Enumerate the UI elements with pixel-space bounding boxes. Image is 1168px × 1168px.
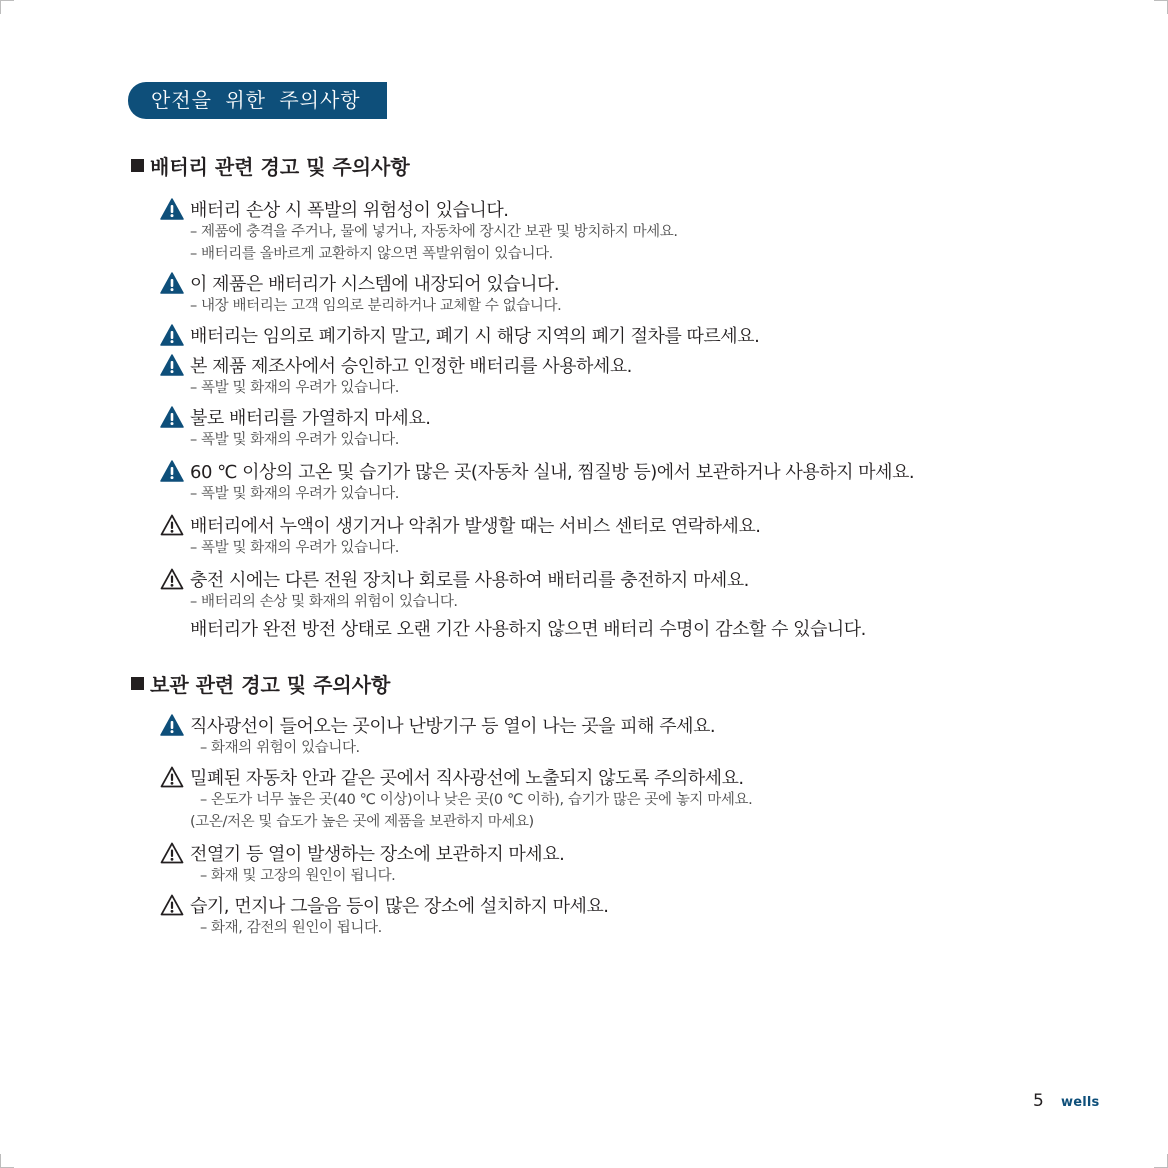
warning-item (160, 459, 914, 505)
warning-detail: – 배터리를 올바르게 교환하지 않으면 폭발위험이 있습니다. (190, 246, 553, 262)
warning-line (160, 197, 914, 221)
crop-mark (0, 1154, 1, 1168)
warning-filled-icon (160, 198, 184, 220)
warning-filled-icon (160, 354, 184, 376)
warning-text: 불로 배터리를 가열하지 마세요. (190, 408, 431, 429)
warning-text: 배터리는 임의로 폐기하지 말고, 폐기 시 해당 지역의 폐기 절차를 따르세요. (190, 326, 760, 347)
warning-detail: – 온도가 너무 높은 곳(40 ℃ 이상)이나 낮은 곳(0 ℃ 이하), 습기가 많은 곳에 놓지 마세요. (200, 792, 753, 808)
warning-line (160, 353, 914, 377)
warning-outline-icon (160, 842, 184, 864)
section-storage-heading (131, 669, 390, 697)
warning-item (160, 765, 752, 833)
crop-mark (0, 0, 14, 1)
warning-item (160, 197, 914, 265)
warning-text: 전열기 등 열이 발생하는 장소에 보관하지 마세요. (190, 844, 565, 865)
warning-filled-icon (160, 324, 184, 346)
warning-detail: – 폭발 및 화재의 우려가 있습니다. (190, 432, 399, 448)
bullet-square-icon (131, 677, 144, 690)
warning-detail: – 화재의 위험이 있습니다. (200, 740, 360, 756)
warning-text: 본 제품 제조사에서 승인하고 인정한 배터리를 사용하세요. (190, 356, 632, 377)
warning-text: 습기, 먼지나 그을음 등이 많은 장소에 설치하지 마세요. (190, 896, 609, 917)
warning-line (160, 893, 752, 917)
warning-outline-icon (160, 766, 184, 788)
warning-line (160, 841, 752, 865)
warning-detail: – 화재 및 고장의 원인이 됩니다. (200, 868, 396, 884)
warning-text: 밀폐된 자동차 안과 같은 곳에서 직사광선에 노출되지 않도록 주의하세요. (190, 768, 744, 789)
warning-item (160, 323, 914, 347)
warning-filled-icon (160, 714, 184, 736)
warning-detail: – 화재, 감전의 원인이 됩니다. (200, 920, 382, 936)
section-heading: 배터리 관련 경고 및 주의사항 (150, 154, 410, 179)
warning-filled-icon (160, 406, 184, 428)
page-number: 5 (1033, 1091, 1044, 1111)
warning-detail: – 폭발 및 화재의 우려가 있습니다. (190, 486, 399, 502)
warning-text: 직사광선이 들어오는 곳이나 난방기구 등 열이 나는 곳을 피해 주세요. (190, 716, 716, 737)
bullet-square-icon (131, 159, 144, 172)
warning-line (160, 323, 914, 347)
warning-filled-icon (160, 272, 184, 294)
warning-line (160, 405, 914, 429)
warning-outline-icon (160, 514, 184, 536)
warning-line (160, 765, 752, 789)
warning-item (160, 353, 914, 399)
warning-text: 60 ℃ 이상의 고온 및 습기가 많은 곳(자동차 실내, 찜질방 등)에서 보관하거나 사용하지 마세요. (190, 462, 915, 483)
warning-line (160, 713, 752, 737)
battery-warning-list (160, 197, 914, 645)
crop-mark (0, 0, 1, 14)
section-battery-heading (131, 151, 410, 179)
warning-detail: – 배터리의 손상 및 화재의 위험이 있습니다. (190, 594, 458, 610)
section-heading: 보관 관련 경고 및 주의사항 (150, 672, 391, 697)
warning-detail: – 제품에 충격을 주거나, 물에 넣거나, 자동차에 장시간 보관 및 방치하지 마세요. (190, 224, 678, 240)
warning-outline-icon (160, 894, 184, 916)
warning-text: 이 제품은 배터리가 시스템에 내장되어 있습니다. (190, 274, 560, 295)
warning-line (160, 271, 914, 295)
warning-item (160, 271, 914, 317)
warning-line (160, 567, 914, 591)
warning-text: 충전 시에는 다른 전원 장치나 회로를 사용하여 배터리를 충전하지 마세요. (190, 570, 749, 591)
storage-warning-list (160, 713, 752, 939)
warning-item (160, 513, 914, 559)
warning-item (160, 567, 914, 613)
warning-detail: – 폭발 및 화재의 우려가 있습니다. (190, 380, 399, 396)
warning-detail: – 내장 배터리는 고객 임의로 분리하거나 교체할 수 없습니다. (190, 298, 562, 314)
warning-item (160, 405, 914, 451)
warning-detail: – 폭발 및 화재의 우려가 있습니다. (190, 540, 399, 556)
warning-text: 배터리 손상 시 폭발의 위험성이 있습니다. (190, 200, 509, 221)
warning-item (160, 713, 752, 759)
warning-text: 배터리에서 누액이 생기거나 악취가 발생할 때는 서비스 센터로 연락하세요. (190, 516, 761, 537)
warning-line (160, 459, 914, 483)
warning-detail: (고온/저온 및 습도가 높은 곳에 제품을 보관하지 마세요) (190, 814, 534, 830)
warning-outline-icon (160, 568, 184, 590)
page-title: 안전을 위한 주의사항 (128, 82, 387, 119)
brand-logo: wells (1061, 1095, 1100, 1110)
warning-item (160, 841, 752, 887)
warning-item (160, 893, 752, 939)
crop-mark (1154, 0, 1168, 1)
warning-filled-icon (160, 460, 184, 482)
battery-life-note: 배터리가 완전 방전 상태로 오랜 기간 사용하지 않으면 배터리 수명이 감소할 수 있습니다. (190, 619, 866, 640)
warning-line (160, 513, 914, 537)
